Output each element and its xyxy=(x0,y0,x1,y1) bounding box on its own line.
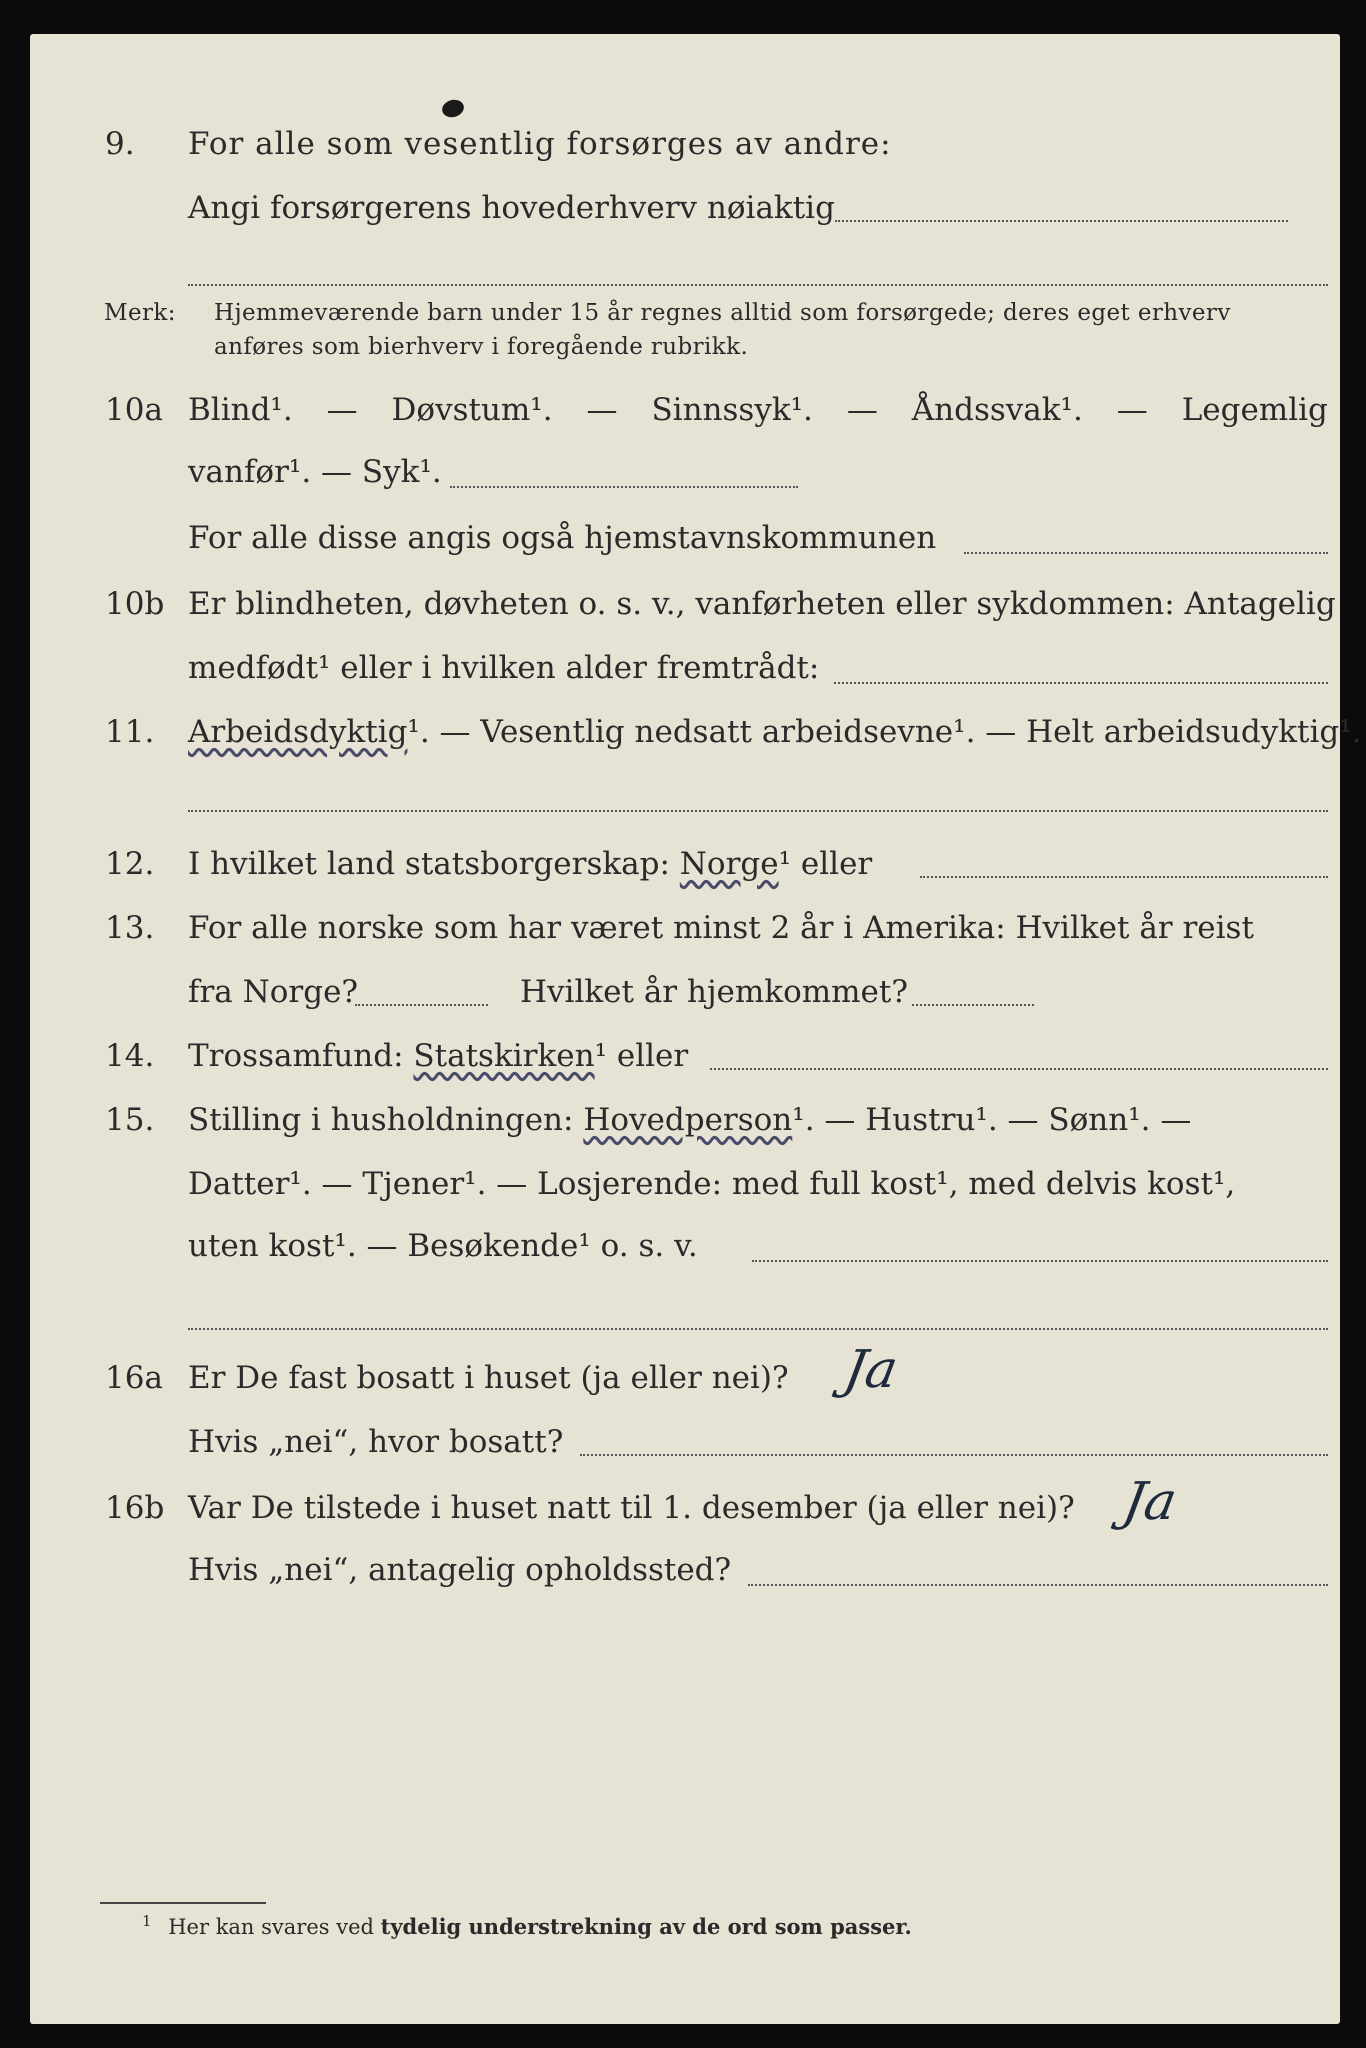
question-text: fra Norge? xyxy=(188,974,359,1010)
answer-line[interactable] xyxy=(188,810,1328,812)
handwritten-answer: Ja xyxy=(1118,1472,1182,1532)
question-text: Blind¹. — Døvstum¹. — Sinnssyk¹. — Åndssvak¹. — Legemlig xyxy=(188,392,1328,428)
census-form-page xyxy=(30,34,1362,2024)
answer-line[interactable] xyxy=(710,1068,1328,1070)
underlined-answer: Statskirken xyxy=(413,1038,595,1074)
footnote: $^1$ Her kan svares ved tydelig understrekning av de ord som passer. xyxy=(142,1912,912,1939)
answer-line[interactable] xyxy=(964,552,1328,554)
question-number: 16b xyxy=(105,1490,165,1526)
question-text: For alle norske som har været minst 2 år i Amerika: Hvilket år reist xyxy=(188,910,1254,946)
question-number: 9. xyxy=(105,126,135,162)
footnote-mark: 1 xyxy=(142,1912,152,1930)
question-number: 13. xyxy=(105,910,155,946)
question-number: 15. xyxy=(105,1102,155,1138)
question-text: Hvis „nei“, hvor bosatt? xyxy=(188,1424,564,1460)
question-text: vanfør¹. — Syk¹. xyxy=(188,454,442,490)
question-text: uten kost¹. — Besøkende¹ o. s. v. xyxy=(188,1228,698,1264)
answer-line[interactable] xyxy=(920,876,1328,878)
question-text: Hvis „nei“, antagelig opholdssted? xyxy=(188,1552,732,1588)
question-text: Stilling i husholdningen: Hovedperson¹. — Hustru¹. — Sønn¹. — xyxy=(188,1102,1192,1138)
answer-line[interactable] xyxy=(450,486,798,488)
question-text: For alle disse angis også hjemstavnskommunen xyxy=(188,520,937,556)
underlined-answer: Norge xyxy=(679,846,779,882)
question-text: I hvilket land statsborgerskap: Norge¹ eller xyxy=(188,846,873,882)
answer-line[interactable] xyxy=(188,1328,1328,1330)
question-text: Datter¹. — Tjener¹. — Losjerende: med full kost¹, med delvis kost¹, xyxy=(188,1166,1236,1202)
question-text: Var De tilstede i huset natt til 1. desember (ja eller nei)? xyxy=(188,1490,1075,1526)
answer-line[interactable] xyxy=(748,1584,1328,1586)
question-text: Trossamfund: Statskirken¹ eller xyxy=(188,1038,689,1074)
answer-line[interactable] xyxy=(752,1260,1328,1262)
question-number: 12. xyxy=(105,846,155,882)
question-number: 10a xyxy=(105,392,163,428)
question-number: 11. xyxy=(105,714,155,750)
note-text: anføres som bierhverv i foregående rubrikk. xyxy=(214,334,749,360)
question-text: Er blindheten, døvheten o. s. v., vanførheten eller sykdommen: Antagelig xyxy=(188,586,1336,622)
question-text: Angi forsørgerens hovederhverv nøiaktig xyxy=(188,190,835,226)
handwritten-answer: Ja xyxy=(839,1340,903,1400)
question-text: For alle som vesentlig forsørges av andre: xyxy=(188,126,892,162)
note-label: Merk: xyxy=(104,300,176,326)
question-text: Er De fast bosatt i huset (ja eller nei)? xyxy=(188,1360,789,1396)
footnote-rule xyxy=(100,1902,266,1904)
note-text: Hjemmeværende barn under 15 år regnes alltid som forsørgede; deres eget erhverv xyxy=(214,300,1231,326)
answer-line[interactable] xyxy=(355,1004,488,1006)
answer-line[interactable] xyxy=(580,1454,1328,1456)
question-number: 14. xyxy=(105,1038,155,1074)
question-text: Hvilket år hjemkommet? xyxy=(520,974,908,1010)
question-number: 16a xyxy=(105,1360,163,1396)
footnote-emphasis: tydelig understrekning av de ord som passer. xyxy=(380,1914,912,1939)
answer-line[interactable] xyxy=(835,220,1288,222)
answer-line[interactable] xyxy=(912,1004,1034,1006)
ink-blot xyxy=(440,97,466,119)
question-text: medfødt¹ eller i hvilken alder fremtrådt: xyxy=(188,650,820,686)
question-number: 10b xyxy=(105,586,165,622)
underlined-answer: Hovedperson xyxy=(583,1102,793,1138)
answer-line[interactable] xyxy=(834,682,1328,684)
answer-line[interactable] xyxy=(188,284,1328,286)
question-text: Arbeidsdyktig¹. — Vesentlig nedsatt arbeidsevne¹. — Helt arbeidsudyktig¹. xyxy=(188,714,1362,750)
underlined-answer: Arbeidsdyktig xyxy=(188,714,408,750)
